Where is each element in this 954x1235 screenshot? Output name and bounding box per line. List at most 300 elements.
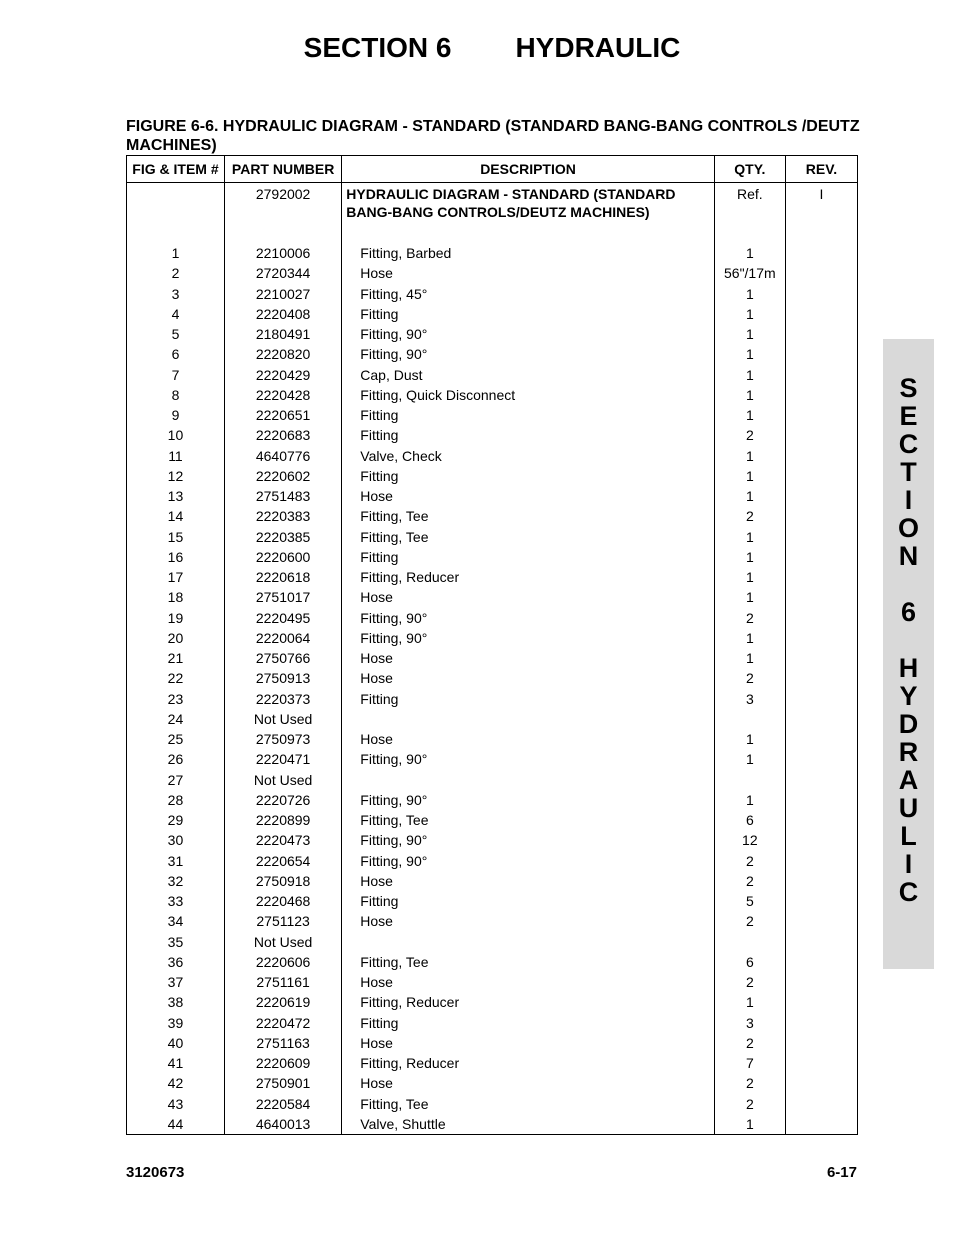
description-cell: Fitting, 90° xyxy=(342,790,715,810)
part-number-cell: 2220408 xyxy=(224,304,341,324)
rev-cell xyxy=(785,567,857,587)
table-row xyxy=(127,385,858,405)
part-number-cell: 2220383 xyxy=(224,506,341,526)
description-cell: Hose xyxy=(342,1073,715,1093)
rev-cell xyxy=(785,1013,857,1033)
part-number-cell: 2220495 xyxy=(224,608,341,628)
rev-cell xyxy=(785,527,857,547)
qty-cell: 1 xyxy=(714,992,785,1012)
rev-cell xyxy=(785,689,857,709)
table-row xyxy=(127,729,858,749)
description-cell: Hose xyxy=(342,648,715,668)
assembly-row xyxy=(127,183,858,244)
item-number-cell: 26 xyxy=(127,749,225,769)
rev-cell xyxy=(785,243,857,263)
part-number-cell: 2220385 xyxy=(224,527,341,547)
table-row xyxy=(127,304,858,324)
page-header xyxy=(0,32,954,64)
description-cell: Fitting, Reducer xyxy=(342,567,715,587)
item-number-cell: 11 xyxy=(127,446,225,466)
part-number-cell: 2210006 xyxy=(224,243,341,263)
table-header-row xyxy=(127,156,858,183)
table-row xyxy=(127,344,858,364)
rev-cell xyxy=(785,628,857,648)
description-cell: Fitting, 90° xyxy=(342,324,715,344)
item-number-cell: 28 xyxy=(127,790,225,810)
qty-cell: 1 xyxy=(714,729,785,749)
table-row xyxy=(127,284,858,304)
part-number-cell: 2751017 xyxy=(224,587,341,607)
item-number-cell: 1 xyxy=(127,243,225,263)
assembly-part-number: 2792002 xyxy=(224,183,341,244)
rev-cell xyxy=(785,1114,857,1135)
description-cell: Fitting, 90° xyxy=(342,830,715,850)
side-tab-letter: D xyxy=(898,709,919,739)
column-header-rev: REV. xyxy=(785,156,857,183)
description-cell: Hose xyxy=(342,871,715,891)
description-cell: Fitting, Reducer xyxy=(342,1053,715,1073)
side-tab-letter: N xyxy=(898,541,919,571)
table-row xyxy=(127,446,858,466)
table-row xyxy=(127,790,858,810)
description-cell: Hose xyxy=(342,668,715,688)
item-number-cell: 18 xyxy=(127,587,225,607)
item-number-cell: 14 xyxy=(127,506,225,526)
rev-cell xyxy=(785,709,857,729)
qty-cell: 3 xyxy=(714,1013,785,1033)
side-tab-letter: C xyxy=(898,429,919,459)
side-tab-letter: R xyxy=(898,737,919,767)
rev-cell xyxy=(785,486,857,506)
item-number-cell: 13 xyxy=(127,486,225,506)
item-number-cell: 2 xyxy=(127,263,225,283)
description-cell: Hose xyxy=(342,911,715,931)
table-row xyxy=(127,587,858,607)
item-number-cell: 31 xyxy=(127,851,225,871)
item-number-cell: 39 xyxy=(127,1013,225,1033)
table-row xyxy=(127,466,858,486)
item-number-cell: 33 xyxy=(127,891,225,911)
qty-cell: 1 xyxy=(714,790,785,810)
rev-cell xyxy=(785,810,857,830)
table-row xyxy=(127,709,858,729)
rev-cell xyxy=(785,425,857,445)
description-cell: Fitting, Reducer xyxy=(342,992,715,1012)
qty-cell: 6 xyxy=(714,810,785,830)
table-row xyxy=(127,324,858,344)
qty-cell xyxy=(714,709,785,729)
qty-cell: 1 xyxy=(714,527,785,547)
side-tab-letters xyxy=(883,374,934,906)
item-number-cell: 41 xyxy=(127,1053,225,1073)
rev-cell xyxy=(785,506,857,526)
rev-cell xyxy=(785,891,857,911)
side-tab-letter: H xyxy=(898,653,919,683)
qty-cell: 1 xyxy=(714,749,785,769)
table-row xyxy=(127,668,858,688)
table-row xyxy=(127,425,858,445)
item-number-cell: 35 xyxy=(127,932,225,952)
item-number-cell: 6 xyxy=(127,344,225,364)
qty-cell: 1 xyxy=(714,587,785,607)
part-number-cell: 2750766 xyxy=(224,648,341,668)
description-cell: Fitting, 90° xyxy=(342,851,715,871)
part-number-cell: 2220584 xyxy=(224,1094,341,1114)
rev-cell xyxy=(785,851,857,871)
item-number-cell: 44 xyxy=(127,1114,225,1135)
table-row xyxy=(127,405,858,425)
table-row xyxy=(127,486,858,506)
qty-cell: 1 xyxy=(714,304,785,324)
description-cell: Fitting xyxy=(342,891,715,911)
table-row xyxy=(127,830,858,850)
item-number-cell: 5 xyxy=(127,324,225,344)
assembly-item-cell xyxy=(127,183,225,244)
rev-cell xyxy=(785,587,857,607)
part-number-cell: 2751123 xyxy=(224,911,341,931)
qty-cell: 1 xyxy=(714,385,785,405)
rev-cell xyxy=(785,992,857,1012)
table-row xyxy=(127,567,858,587)
qty-cell: 1 xyxy=(714,344,785,364)
rev-cell xyxy=(785,952,857,972)
description-cell: Hose xyxy=(342,729,715,749)
table-row xyxy=(127,972,858,992)
description-cell: Hose xyxy=(342,263,715,283)
part-number-cell: 2220602 xyxy=(224,466,341,486)
part-number-cell: 2720344 xyxy=(224,263,341,283)
part-number-cell: 2750901 xyxy=(224,1073,341,1093)
item-number-cell: 10 xyxy=(127,425,225,445)
description-cell: Fitting, Tee xyxy=(342,506,715,526)
qty-cell: 7 xyxy=(714,1053,785,1073)
rev-cell xyxy=(785,972,857,992)
qty-cell: 1 xyxy=(714,567,785,587)
item-number-cell: 38 xyxy=(127,992,225,1012)
item-number-cell: 32 xyxy=(127,871,225,891)
description-cell: Fitting xyxy=(342,425,715,445)
table-row xyxy=(127,992,858,1012)
description-cell: Hose xyxy=(342,486,715,506)
table-row xyxy=(127,810,858,830)
qty-cell: 2 xyxy=(714,871,785,891)
table-row xyxy=(127,527,858,547)
table-row xyxy=(127,506,858,526)
rev-cell xyxy=(785,547,857,567)
description-cell xyxy=(342,770,715,790)
description-cell: Fitting, 90° xyxy=(342,749,715,769)
table-row xyxy=(127,749,858,769)
item-number-cell: 25 xyxy=(127,729,225,749)
description-cell: Valve, Check xyxy=(342,446,715,466)
rev-cell xyxy=(785,263,857,283)
item-number-cell: 15 xyxy=(127,527,225,547)
qty-cell: 5 xyxy=(714,891,785,911)
part-number-cell: 2220472 xyxy=(224,1013,341,1033)
description-cell: Fitting xyxy=(342,1013,715,1033)
description-cell: Fitting xyxy=(342,304,715,324)
table-row xyxy=(127,1053,858,1073)
rev-cell xyxy=(785,608,857,628)
qty-cell: 6 xyxy=(714,952,785,972)
table-row xyxy=(127,365,858,385)
part-number-cell: 2180491 xyxy=(224,324,341,344)
part-number-cell: 2751161 xyxy=(224,972,341,992)
part-number-cell: 4640776 xyxy=(224,446,341,466)
rev-cell xyxy=(785,790,857,810)
qty-cell: 1 xyxy=(714,466,785,486)
rev-cell xyxy=(785,466,857,486)
description-cell: Fitting, Tee xyxy=(342,952,715,972)
table-row xyxy=(127,851,858,871)
figure-title: FIGURE 6-6. HYDRAULIC DIAGRAM - STANDARD (STANDARD BANG-BANG CONTROLS /DEUTZ MACHINES) xyxy=(126,118,860,154)
rev-cell xyxy=(785,304,857,324)
table-row xyxy=(127,932,858,952)
item-number-cell: 24 xyxy=(127,709,225,729)
rev-cell xyxy=(785,729,857,749)
qty-cell: 1 xyxy=(714,486,785,506)
part-number-cell: 2220820 xyxy=(224,344,341,364)
rev-cell xyxy=(785,284,857,304)
item-number-cell: 4 xyxy=(127,304,225,324)
parts-table xyxy=(126,155,858,1135)
part-number-cell: 2750913 xyxy=(224,668,341,688)
qty-cell: 2 xyxy=(714,1094,785,1114)
part-number-cell: 2220654 xyxy=(224,851,341,871)
qty-cell: 2 xyxy=(714,972,785,992)
part-number-cell: 2220609 xyxy=(224,1053,341,1073)
description-cell: Fitting, 90° xyxy=(342,344,715,364)
side-tab-letter: O xyxy=(897,513,919,543)
description-cell: Fitting, Quick Disconnect xyxy=(342,385,715,405)
item-number-cell: 19 xyxy=(127,608,225,628)
description-cell: Fitting, 90° xyxy=(342,628,715,648)
part-number-cell: 2220899 xyxy=(224,810,341,830)
table-row xyxy=(127,952,858,972)
rev-cell xyxy=(785,344,857,364)
table-row xyxy=(127,263,858,283)
part-number-cell: 2220651 xyxy=(224,405,341,425)
rev-cell xyxy=(785,830,857,850)
rev-cell xyxy=(785,770,857,790)
part-number-cell: 2220064 xyxy=(224,628,341,648)
column-header-fig-item: FIG & ITEM # xyxy=(127,156,225,183)
qty-cell: 12 xyxy=(714,830,785,850)
qty-cell xyxy=(714,770,785,790)
table-row xyxy=(127,547,858,567)
description-cell: Fitting, Tee xyxy=(342,810,715,830)
qty-cell: 3 xyxy=(714,689,785,709)
part-number-cell: 2220471 xyxy=(224,749,341,769)
part-number-cell: 2750973 xyxy=(224,729,341,749)
qty-cell: 1 xyxy=(714,243,785,263)
qty-cell: 2 xyxy=(714,1073,785,1093)
rev-cell xyxy=(785,365,857,385)
qty-cell: 1 xyxy=(714,547,785,567)
description-cell xyxy=(342,709,715,729)
part-number-cell: 2210027 xyxy=(224,284,341,304)
qty-cell: 1 xyxy=(714,365,785,385)
side-tab-letter: U xyxy=(898,793,919,823)
item-number-cell: 9 xyxy=(127,405,225,425)
description-cell: Fitting, Tee xyxy=(342,527,715,547)
rev-cell xyxy=(785,1033,857,1053)
rev-cell xyxy=(785,446,857,466)
assembly-rev: I xyxy=(785,183,857,244)
table-row xyxy=(127,628,858,648)
side-tab-letter: T xyxy=(900,457,917,487)
side-tab-letter: I xyxy=(904,849,913,879)
part-number-cell: 2751163 xyxy=(224,1033,341,1053)
qty-cell: 1 xyxy=(714,446,785,466)
item-number-cell: 16 xyxy=(127,547,225,567)
part-number-cell: 2220473 xyxy=(224,830,341,850)
qty-cell: 1 xyxy=(714,284,785,304)
rev-cell xyxy=(785,405,857,425)
section-name: HYDRAULIC xyxy=(515,32,681,63)
item-number-cell: 40 xyxy=(127,1033,225,1053)
part-number-cell: 2220373 xyxy=(224,689,341,709)
table-row xyxy=(127,1013,858,1033)
rev-cell xyxy=(785,1053,857,1073)
side-tab-letter: I xyxy=(904,485,913,515)
side-tab-letter: E xyxy=(899,401,918,431)
qty-cell: 1 xyxy=(714,648,785,668)
qty-cell: 2 xyxy=(714,911,785,931)
description-cell: Fitting, 90° xyxy=(342,608,715,628)
qty-cell: 1 xyxy=(714,324,785,344)
part-number-cell: 2220600 xyxy=(224,547,341,567)
item-number-cell: 37 xyxy=(127,972,225,992)
side-tab-letter: 6 xyxy=(900,597,917,627)
item-number-cell: 21 xyxy=(127,648,225,668)
item-number-cell: 29 xyxy=(127,810,225,830)
side-tab-letter xyxy=(883,626,934,654)
part-number-cell: 4640013 xyxy=(224,1114,341,1135)
item-number-cell: 22 xyxy=(127,668,225,688)
rev-cell xyxy=(785,1073,857,1093)
item-number-cell: 23 xyxy=(127,689,225,709)
description-cell: Fitting xyxy=(342,689,715,709)
item-number-cell: 30 xyxy=(127,830,225,850)
part-number-cell: 2220618 xyxy=(224,567,341,587)
item-number-cell: 42 xyxy=(127,1073,225,1093)
column-header-part-number: PART NUMBER xyxy=(224,156,341,183)
table-row xyxy=(127,648,858,668)
table-row xyxy=(127,608,858,628)
rev-cell xyxy=(785,871,857,891)
qty-cell: 1 xyxy=(714,405,785,425)
part-number-cell: 2750918 xyxy=(224,871,341,891)
section-side-tab xyxy=(883,339,934,969)
part-number-cell: 2220429 xyxy=(224,365,341,385)
rev-cell xyxy=(785,324,857,344)
item-number-cell: 8 xyxy=(127,385,225,405)
description-cell: Fitting xyxy=(342,466,715,486)
assembly-description: HYDRAULIC DIAGRAM - STANDARD (STANDARD BANG-BANG CONTROLS/DEUTZ MACHINES) xyxy=(342,183,715,244)
part-number-cell: Not Used xyxy=(224,932,341,952)
table-row xyxy=(127,1033,858,1053)
column-header-qty: QTY. xyxy=(714,156,785,183)
part-number-cell: 2751483 xyxy=(224,486,341,506)
section-label: SECTION 6 xyxy=(303,32,452,63)
qty-cell: 1 xyxy=(714,628,785,648)
part-number-cell: 2220428 xyxy=(224,385,341,405)
item-number-cell: 34 xyxy=(127,911,225,931)
table-row xyxy=(127,871,858,891)
part-number-cell: 2220468 xyxy=(224,891,341,911)
side-tab-letter: S xyxy=(899,373,918,403)
item-number-cell: 36 xyxy=(127,952,225,972)
side-tab-letter: L xyxy=(900,821,917,851)
description-cell: Fitting, Tee xyxy=(342,1094,715,1114)
item-number-cell: 12 xyxy=(127,466,225,486)
column-header-description: DESCRIPTION xyxy=(342,156,715,183)
item-number-cell: 43 xyxy=(127,1094,225,1114)
table-row xyxy=(127,243,858,263)
description-cell: Fitting, Barbed xyxy=(342,243,715,263)
table-row xyxy=(127,1094,858,1114)
table-row xyxy=(127,770,858,790)
qty-cell: 56"/17m xyxy=(714,263,785,283)
rev-cell xyxy=(785,1094,857,1114)
description-cell: Fitting, 45° xyxy=(342,284,715,304)
side-tab-letter: Y xyxy=(899,681,918,711)
table-row xyxy=(127,911,858,931)
rev-cell xyxy=(785,648,857,668)
document-number: 3120673 xyxy=(126,1164,185,1181)
part-number-cell: Not Used xyxy=(224,770,341,790)
qty-cell: 2 xyxy=(714,425,785,445)
item-number-cell: 7 xyxy=(127,365,225,385)
description-cell: Hose xyxy=(342,1033,715,1053)
rev-cell xyxy=(785,932,857,952)
side-tab-letter: A xyxy=(898,765,919,795)
description-cell: Fitting xyxy=(342,547,715,567)
description-cell: Cap, Dust xyxy=(342,365,715,385)
page-number: 6-17 xyxy=(826,1164,857,1181)
rev-cell xyxy=(785,749,857,769)
assembly-qty: Ref. xyxy=(714,183,785,244)
part-number-cell: 2220619 xyxy=(224,992,341,1012)
qty-cell: 2 xyxy=(714,1033,785,1053)
table-row xyxy=(127,891,858,911)
qty-cell: 1 xyxy=(714,1114,785,1135)
qty-cell: 2 xyxy=(714,668,785,688)
part-number-cell: 2220726 xyxy=(224,790,341,810)
rev-cell xyxy=(785,385,857,405)
side-tab-letter xyxy=(883,570,934,598)
qty-cell: 2 xyxy=(714,506,785,526)
description-cell: Valve, Shuttle xyxy=(342,1114,715,1135)
qty-cell: 2 xyxy=(714,608,785,628)
description-cell xyxy=(342,932,715,952)
description-cell: Fitting xyxy=(342,405,715,425)
qty-cell xyxy=(714,932,785,952)
side-tab-letter: C xyxy=(898,877,919,907)
table-row xyxy=(127,1114,858,1135)
item-number-cell: 20 xyxy=(127,628,225,648)
part-number-cell: 2220683 xyxy=(224,425,341,445)
rev-cell xyxy=(785,911,857,931)
part-number-cell: 2220606 xyxy=(224,952,341,972)
table-row xyxy=(127,1073,858,1093)
item-number-cell: 3 xyxy=(127,284,225,304)
description-cell: Hose xyxy=(342,972,715,992)
qty-cell: 2 xyxy=(714,851,785,871)
description-cell: Hose xyxy=(342,587,715,607)
item-number-cell: 27 xyxy=(127,770,225,790)
